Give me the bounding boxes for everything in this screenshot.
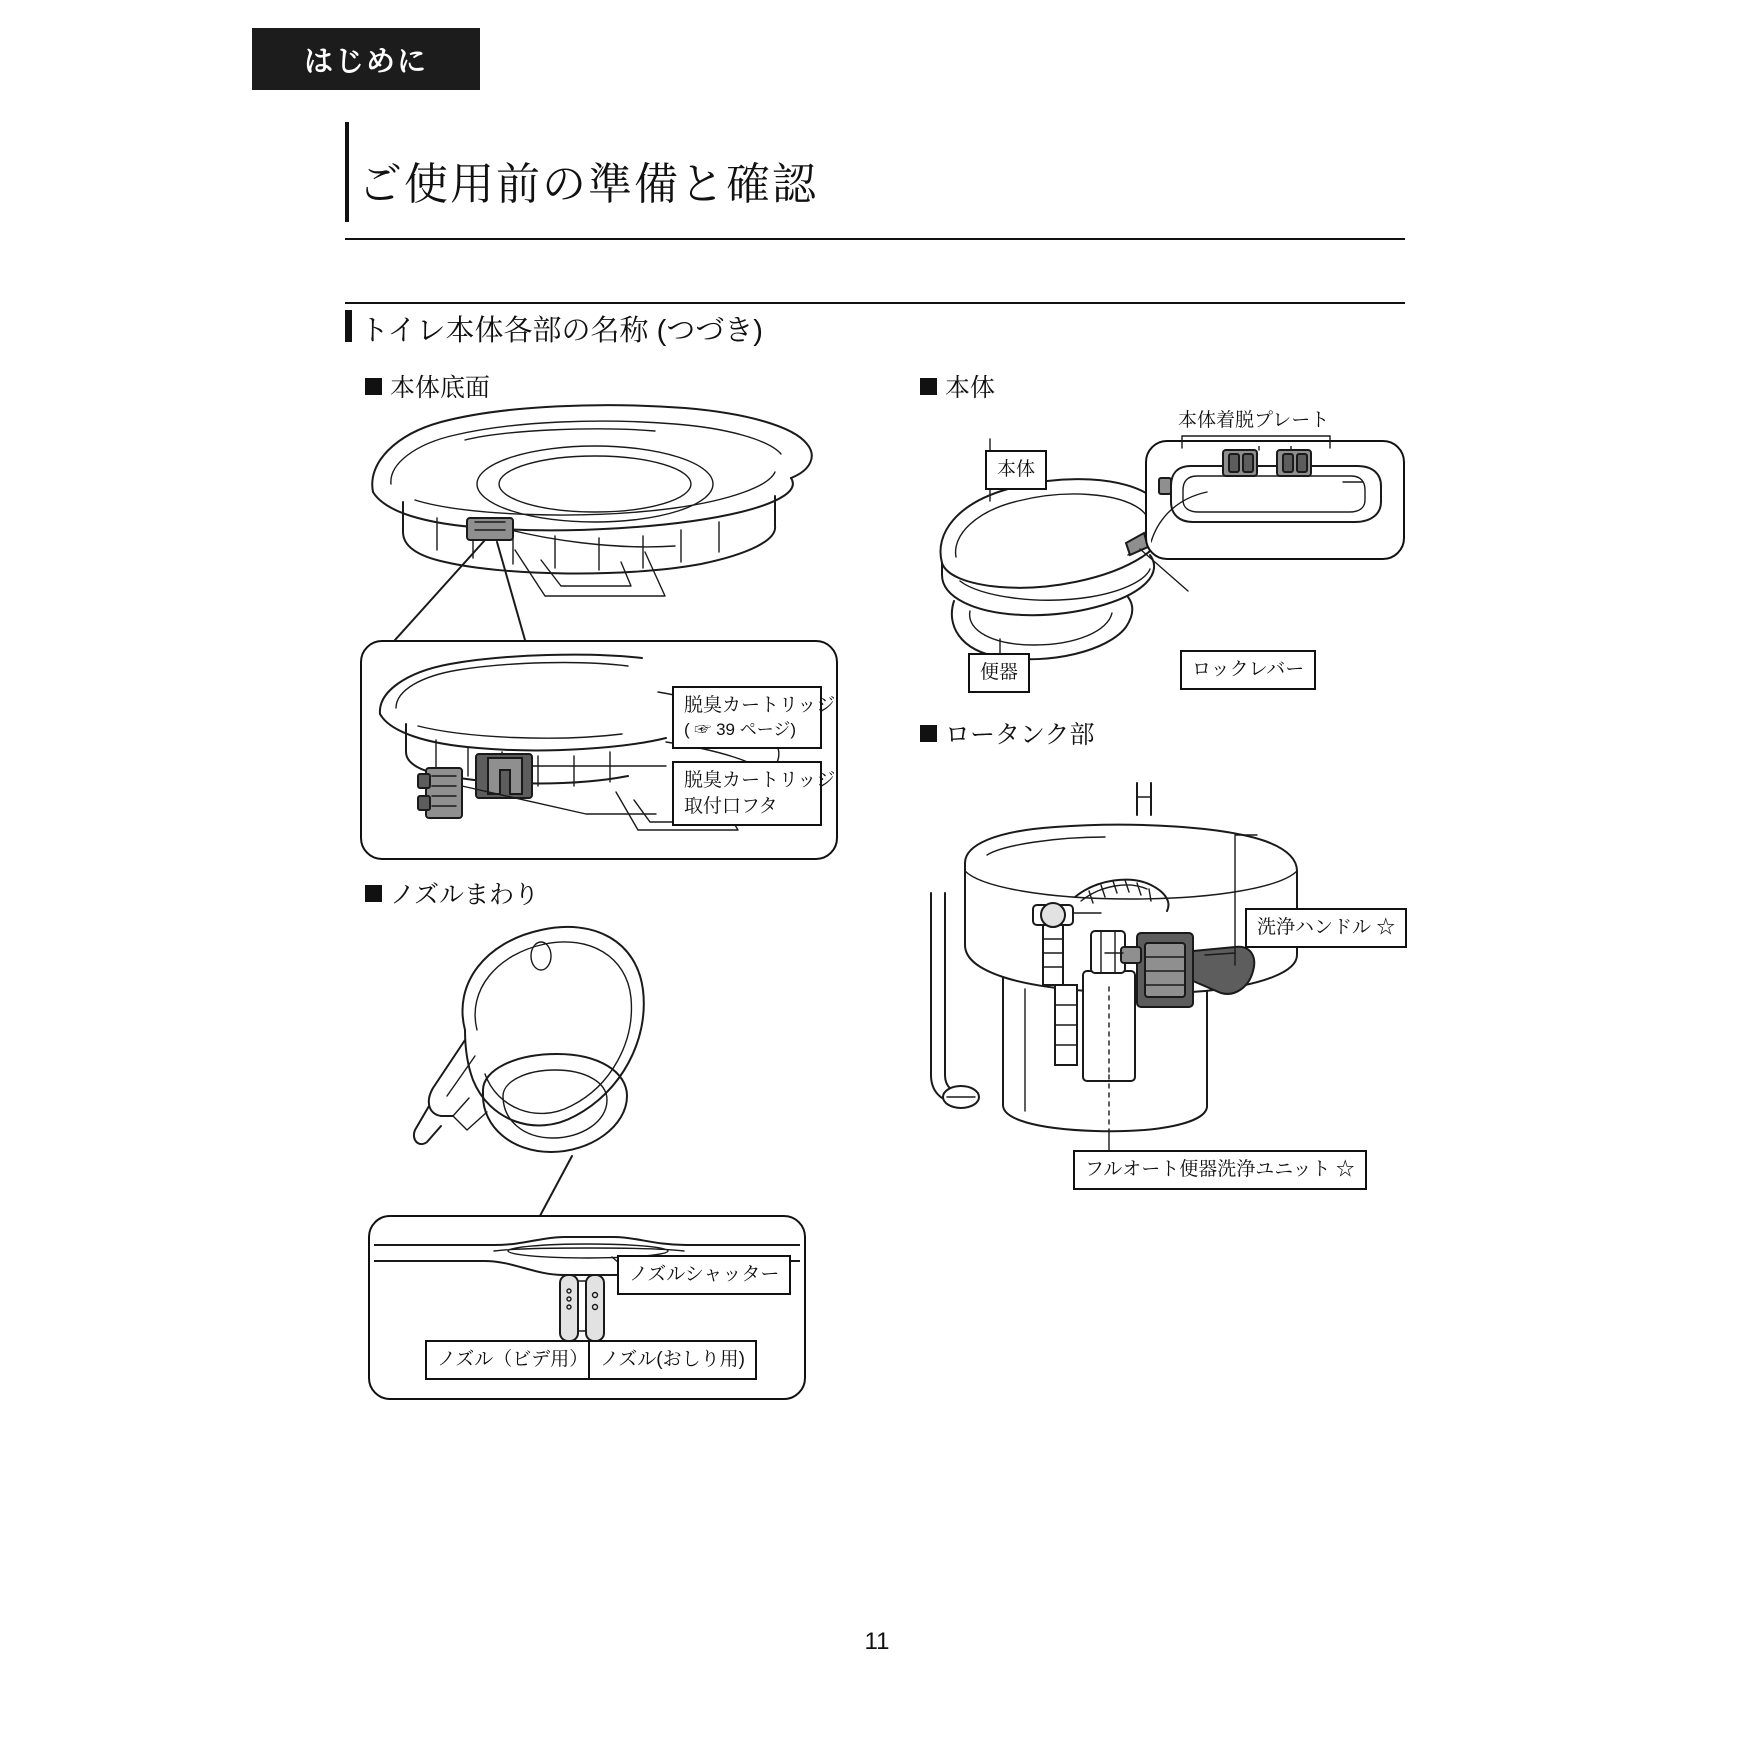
page-title: ご使用前の準備と確認	[358, 160, 818, 209]
label-detach-plate: 本体着脱プレート	[1178, 408, 1329, 434]
callout-deodorant-cover: 脱臭カートリッジ 取付口フタ	[672, 761, 822, 826]
subsection-heading-lowtank: ロータンク部	[920, 715, 1095, 751]
page-number: 11	[864, 1628, 890, 1655]
bullet-square-icon	[365, 378, 382, 395]
subsection-heading-nozzle: ノズルまわり	[365, 875, 539, 911]
section-tab: はじめに	[252, 28, 480, 90]
callout-lock-lever: ロックレバー	[1180, 650, 1316, 690]
detach-plate-bracket	[1180, 430, 1340, 452]
bullet-square-icon	[365, 885, 382, 902]
callout-flush-handle: 洗浄ハンドル ☆	[1245, 908, 1407, 948]
section-top-rule	[345, 302, 1405, 304]
callout-nozzle-shutter: ノズルシャッター	[617, 1255, 791, 1295]
callout-nozzle-bidet: ノズル（ビデ用）	[425, 1340, 600, 1380]
title-left-rule	[345, 122, 349, 222]
callout-toilet-bowl: 便器	[968, 653, 1030, 693]
subsection-heading-body: 本体	[920, 368, 995, 404]
callout-auto-flush-unit: フルオート便器洗浄ユニット ☆	[1073, 1150, 1367, 1190]
callout-main-unit: 本体	[985, 450, 1047, 490]
subsection-heading-bottom: 本体底面	[365, 368, 490, 404]
figure-bottom-leader	[345, 510, 705, 650]
callout-deodorant-cartridge: 脱臭カートリッジ ( ☞ 39 ページ)	[672, 686, 822, 749]
section-accent-bar	[345, 310, 352, 342]
callout-nozzle-rear: ノズル(おしり用)	[588, 1340, 757, 1380]
bullet-square-icon	[920, 378, 937, 395]
figure-low-tank	[905, 775, 1385, 1175]
bullet-square-icon	[920, 725, 937, 742]
figure-detach-plate	[1151, 446, 1399, 554]
section-title: トイレ本体各部の名称 (つづき)	[360, 315, 763, 347]
title-underline	[345, 238, 1405, 240]
